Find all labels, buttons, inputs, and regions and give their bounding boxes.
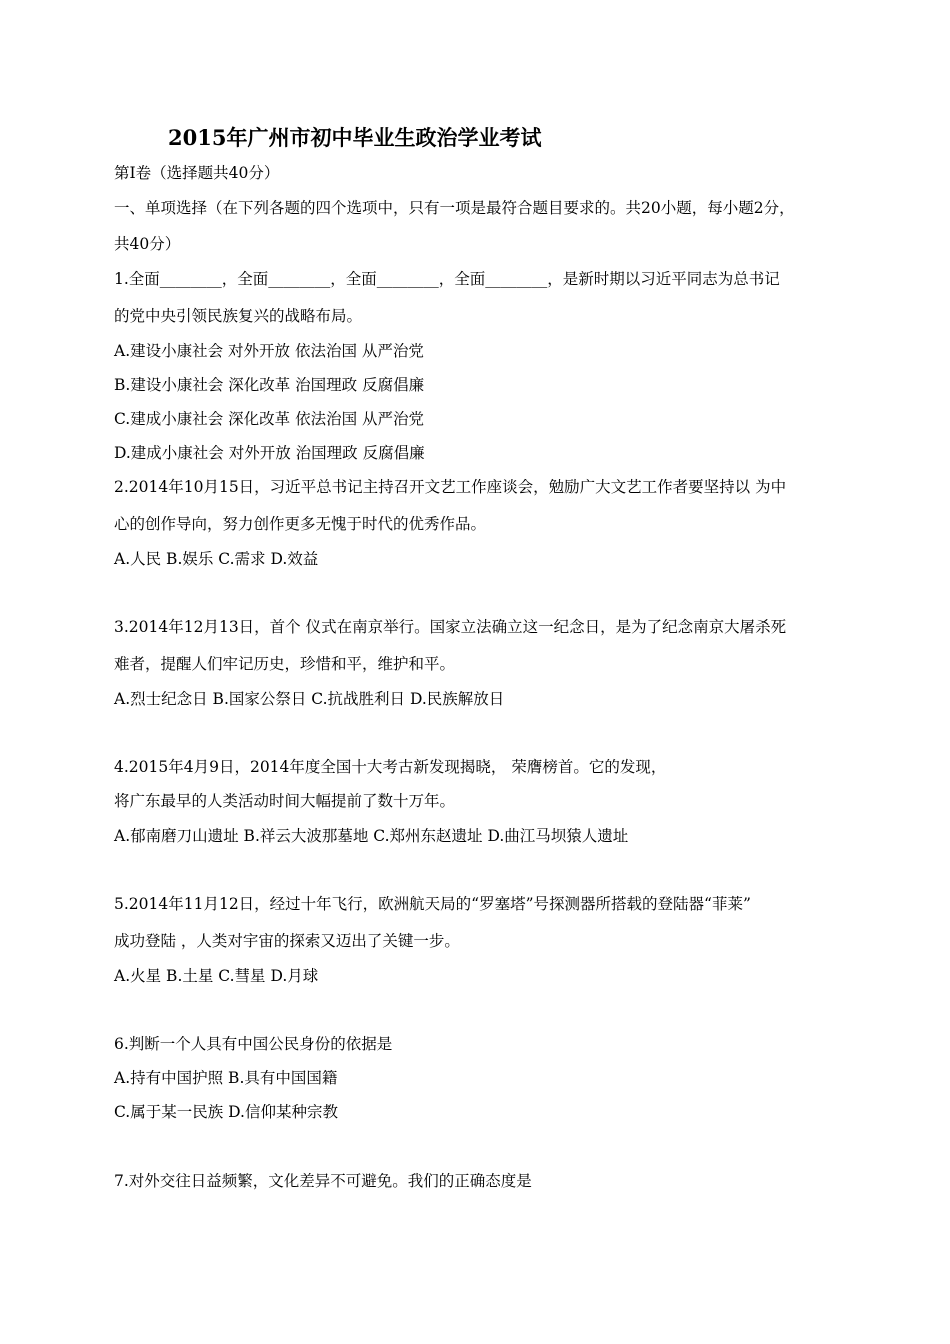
question-4-stem-line-2: 将广东最早的人类活动时间大幅提前了数十万年。 bbox=[114, 792, 456, 810]
question-2-stem-line-2: 心的创作导向，努力创作更多无愧于时代的优秀作品。 bbox=[114, 515, 487, 533]
question-6-options-line-1: A.持有中国护照 B.具有中国国籍 bbox=[114, 1069, 338, 1087]
exam-title: 2015年广州市初中毕业生政治学业考试 bbox=[168, 125, 542, 150]
question-7-stem: 7.对外交往日益频繁，文化差异不可避免。我们的正确态度是 bbox=[114, 1172, 532, 1190]
question-5-stem-line-1: 5.2014年11月12日，经过十年飞行，欧洲航天局的“罗塞塔”号探测器所搭载的登陆器“菲莱” bbox=[114, 895, 751, 913]
instructions-line-2: 共40分） bbox=[114, 235, 181, 253]
question-6-stem: 6.判断一个人具有中国公民身份的依据是 bbox=[114, 1035, 393, 1053]
question-2-options: A.人民 B.娱乐 C.需求 D.效益 bbox=[114, 550, 319, 568]
question-2-stem-line-1: 2.2014年10月15日，习近平总书记主持召开文艺工作座谈会，勉励广大文艺工作者要坚持以 为中 bbox=[114, 478, 787, 496]
question-1-option-d: D.建成小康社会 对外开放 治国理政 反腐倡廉 bbox=[114, 444, 425, 462]
question-1-option-b: B.建设小康社会 深化改革 治国理政 反腐倡廉 bbox=[114, 376, 425, 394]
question-3-stem-line-2: 难者，提醒人们牢记历史，珍惜和平，维护和平。 bbox=[114, 655, 456, 673]
question-4-stem-line-1: 4.2015年4月9日，2014年度全国十大考古新发现揭晓， 荣膺榜首。它的发现， bbox=[114, 758, 667, 776]
question-3-stem-line-1: 3.2014年12月13日，首个 仪式在南京举行。国家立法确立这一纪念日，是为了纪念南京大屠杀死 bbox=[114, 618, 787, 636]
question-1-option-c: C.建成小康社会 深化改革 依法治国 从严治党 bbox=[114, 410, 425, 428]
question-5-stem-line-2: 成功登陆 ，人类对宇宙的探索又迈出了关键一步。 bbox=[114, 932, 460, 950]
question-6-options-line-2: C.属于某一民族 D.信仰某种宗教 bbox=[114, 1103, 338, 1121]
question-3-options: A.烈士纪念日 B.国家公祭日 C.抗战胜利日 D.民族解放日 bbox=[114, 690, 505, 708]
section-header: 第Ⅰ卷（选择题共40分） bbox=[114, 164, 280, 182]
question-4-options: A.郁南磨刀山遗址 B.祥云大波那墓地 C.郑州东赵遗址 D.曲江马坝猿人遗址 bbox=[114, 827, 629, 845]
question-1-option-a: A.建设小康社会 对外开放 依法治国 从严治党 bbox=[114, 342, 424, 360]
question-1-stem-line-1: 1.全面________，全面________，全面________，全面________，是新时期以习近平同志为总书记 bbox=[114, 270, 780, 288]
question-1-stem-line-2: 的党中央引领民族复兴的战略布局。 bbox=[114, 307, 363, 325]
question-5-options: A.火星 B.土星 C.彗星 D.月球 bbox=[114, 967, 319, 985]
instructions-line-1: 一、单项选择（在下列各题的四个选项中，只有一项是最符合题目要求的。共20小题，每小题2分， bbox=[114, 199, 795, 217]
